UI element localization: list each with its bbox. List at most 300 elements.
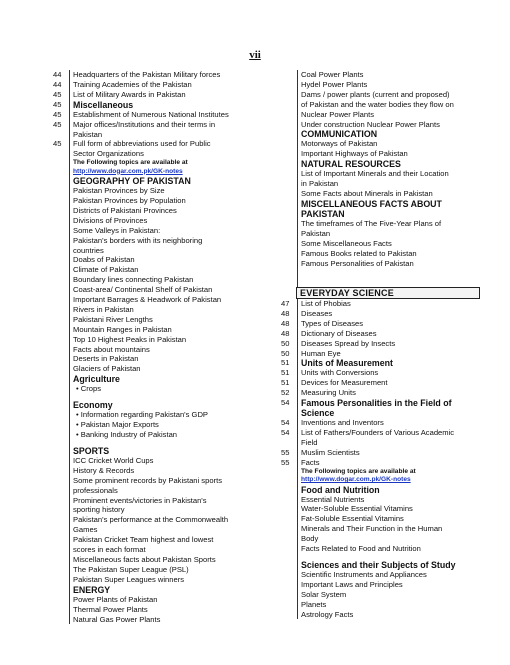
toc-entry-text: Thermal Power Plants <box>69 605 274 615</box>
toc-entry <box>52 226 274 236</box>
toc-page-number <box>52 149 69 159</box>
toc-entry-text: List of Fathers/Founders of Various Academic <box>297 428 480 438</box>
toc-entry <box>52 305 274 315</box>
toc-page-number <box>280 249 297 259</box>
toc-page-number <box>280 179 297 189</box>
toc-entry <box>280 90 480 100</box>
toc-page-number <box>280 129 297 139</box>
toc-page-number <box>52 456 69 466</box>
toc-entry-text: Water-Soluble Essential Vitamins <box>297 504 480 514</box>
toc-page-number <box>280 159 297 169</box>
toc-entry-text: Solar System <box>297 590 480 600</box>
toc-page-number <box>280 534 297 544</box>
toc-page-number: 55 <box>281 457 290 467</box>
toc-entry-text: The timeframes of The Five-Year Plans of <box>297 219 480 229</box>
toc-entry <box>280 504 480 514</box>
toc-page-number <box>280 70 297 80</box>
toc-entry-text: Some Miscellaneous Facts <box>297 239 480 249</box>
toc-page-number: 51 <box>281 378 290 388</box>
toc-entry <box>280 590 480 600</box>
toc-entry-text: Some Valleys in Pakistan: <box>69 226 274 236</box>
toc-page-number <box>52 605 69 615</box>
toc-entry <box>52 246 274 256</box>
toc-entry-text: ICC Cricket World Cups <box>69 456 274 466</box>
toc-entry <box>280 110 480 120</box>
toc-entry-text: PAKISTAN <box>297 209 480 219</box>
toc-page-number <box>52 545 69 555</box>
toc-heading <box>280 358 480 368</box>
toc-entry <box>52 110 274 120</box>
toc-entry-text: Measuring Units <box>297 388 480 398</box>
toc-entry <box>52 139 274 149</box>
toc-entry-text: Pakistani River Lengths <box>69 315 274 325</box>
toc-page-number <box>52 315 69 325</box>
toc-page-number <box>52 255 69 265</box>
toc-entry-text: Some Facts about Minerals in Pakistan <box>297 189 480 199</box>
toc-entry-text: in Pakistan <box>297 179 480 189</box>
toc-entry <box>280 80 480 90</box>
toc-entry <box>52 384 274 394</box>
toc-heading <box>280 408 480 418</box>
toc-page-number <box>280 229 297 239</box>
toc-page-number <box>52 374 69 384</box>
toc-entry-text: NATURAL RESOURCES <box>297 159 480 169</box>
toc-link-text[interactable]: http://www.dogar.com.pk/GK-notes <box>69 168 274 176</box>
toc-entry-text: Pakistan's performance at the Commonwealth <box>69 515 274 525</box>
toc-page-number <box>280 476 297 484</box>
toc-page-number <box>280 149 297 159</box>
toc-page-number <box>280 485 297 495</box>
toc-entry-text: Units of Measurement <box>297 358 480 368</box>
toc-heading <box>52 176 274 186</box>
toc-entry-text: Coal Power Plants <box>297 70 480 80</box>
toc-entry <box>52 486 274 496</box>
toc-page-number <box>52 246 69 256</box>
toc-heading <box>52 585 274 595</box>
toc-entry-text: Sciences and their Subjects of Study <box>297 560 480 570</box>
toc-entry-text: Units with Conversions <box>297 368 480 378</box>
toc-entry <box>52 90 274 100</box>
toc-entry-text: Planets <box>297 600 480 610</box>
toc-page-number <box>52 615 69 625</box>
toc-entry <box>280 438 480 448</box>
toc-page-number <box>52 168 69 176</box>
toc-page-number: 45 <box>53 99 62 109</box>
toc-entry-text: Fat-Soluble Essential Vitamins <box>297 514 480 524</box>
toc-entry <box>280 120 480 130</box>
toc-page-number: 50 <box>281 348 290 358</box>
toc-page-number <box>52 216 69 226</box>
toc-entry <box>52 70 274 80</box>
toc-entry-text: Dams / power plants (current and proposed) <box>297 90 480 100</box>
toc-entry-text: Natural Gas Power Plants <box>69 615 274 625</box>
toc-page-number <box>52 496 69 506</box>
toc-entry-text: Important Highways of Pakistan <box>297 149 480 159</box>
toc-left-column <box>52 70 274 624</box>
toc-page-number: 48 <box>281 328 290 338</box>
toc-entry <box>52 295 274 305</box>
toc-entry-text: scores in each format <box>69 545 274 555</box>
toc-entry-text: Food and Nutrition <box>297 485 480 495</box>
toc-page-number: 54 <box>281 398 290 408</box>
toc-entry <box>52 525 274 535</box>
toc-entry <box>52 565 274 575</box>
toc-page-number <box>280 495 297 505</box>
toc-page-number <box>52 585 69 595</box>
toc-page-number <box>280 570 297 580</box>
toc-page-number <box>280 504 297 514</box>
toc-entry <box>52 430 274 440</box>
toc-page-number <box>52 384 69 394</box>
toc-entry <box>280 239 480 249</box>
toc-entry-text: Some prominent records by Pakistani sports <box>69 476 274 486</box>
toc-entry-text: Glaciers of Pakistan <box>69 364 274 374</box>
toc-entry <box>280 349 480 359</box>
toc-entry-text: Establishment of Numerous National Institutes <box>69 110 274 120</box>
toc-entry-text: Types of Diseases <box>297 319 480 329</box>
toc-entry-text: MISCELLANEOUS FACTS ABOUT <box>297 199 480 209</box>
toc-page-number <box>52 400 69 410</box>
toc-heading <box>52 374 274 384</box>
toc-page-number: 45 <box>53 139 62 149</box>
toc-entry-text: Devices for Measurement <box>297 378 480 388</box>
toc-entry <box>280 468 480 476</box>
toc-page-number <box>280 169 297 179</box>
toc-page-number <box>52 196 69 206</box>
toc-entry-text: • Crops <box>69 384 274 394</box>
toc-entry <box>280 70 480 80</box>
toc-entry <box>52 410 274 420</box>
toc-entry-text: Prominent events/victories in Pakistan's <box>69 496 274 506</box>
toc-heading <box>280 560 480 570</box>
toc-entry <box>280 179 480 189</box>
toc-page-number <box>52 335 69 345</box>
toc-entry <box>52 149 274 159</box>
toc-entry <box>52 555 274 565</box>
toc-entry-text: Miscellaneous facts about Pakistan Sports <box>69 555 274 565</box>
toc-page-number <box>52 505 69 515</box>
toc-right-bottom-list <box>280 299 480 619</box>
toc-entry-text: Districts of Pakistani Provinces <box>69 206 274 216</box>
toc-entry-text: Rivers in Pakistan <box>69 305 274 315</box>
toc-entry-text: Top 10 Highest Peaks in Pakistan <box>69 335 274 345</box>
toc-page-number: 47 <box>281 299 290 308</box>
toc-entry <box>52 206 274 216</box>
toc-page-number: 54 <box>281 428 290 438</box>
toc-entry-text: Pakistan <box>297 229 480 239</box>
toc-right-column <box>280 70 480 619</box>
toc-entry <box>280 219 480 229</box>
toc-page-number <box>280 544 297 554</box>
toc-entry-text: Pakistan <box>69 130 274 140</box>
toc-page-number: 51 <box>281 368 290 378</box>
toc-entry <box>52 456 274 466</box>
toc-entry <box>280 139 480 149</box>
toc-entry <box>280 169 480 179</box>
toc-entry-text: • Information regarding Pakistan's GDP <box>69 410 274 420</box>
toc-page-number <box>52 345 69 355</box>
toc-entry <box>52 496 274 506</box>
toc-entry <box>280 524 480 534</box>
toc-entry <box>280 495 480 505</box>
toc-entry <box>280 368 480 378</box>
toc-page-number <box>52 295 69 305</box>
toc-entry <box>280 600 480 610</box>
toc-entry-text: Inventions and Inventors <box>297 418 480 428</box>
toc-entry <box>280 149 480 159</box>
toc-entry <box>280 299 480 309</box>
toc-page-number <box>280 408 297 418</box>
toc-entry-text: Mountain Ranges in Pakistan <box>69 325 274 335</box>
toc-page-number <box>280 560 297 570</box>
toc-entry <box>52 420 274 430</box>
toc-entry-text: Deserts in Pakistan <box>69 354 274 364</box>
toc-entry <box>280 418 480 428</box>
toc-entry-text: List of Phobias <box>297 299 480 309</box>
toc-page-number <box>52 575 69 585</box>
toc-page-number <box>52 476 69 486</box>
toc-entry-text: Famous Personalities of Pakistan <box>297 259 480 269</box>
toc-entry-text: Body <box>297 534 480 544</box>
toc-page-number: 50 <box>281 338 290 348</box>
toc-entry-text: of Pakistan and the water bodies they flow on <box>297 100 480 110</box>
toc-entry-text: Dictionary of Diseases <box>297 329 480 339</box>
toc-entry-text: Doabs of Pakistan <box>69 255 274 265</box>
toc-page-number <box>52 364 69 374</box>
toc-entry <box>280 514 480 524</box>
toc-page-number <box>52 515 69 525</box>
toc-entry <box>52 345 274 355</box>
toc-entry <box>52 315 274 325</box>
toc-page-number <box>280 600 297 610</box>
toc-page-number <box>52 555 69 565</box>
toc-page-number <box>280 590 297 600</box>
toc-page-number <box>280 189 297 199</box>
toc-entry <box>52 159 274 167</box>
toc-entry-text: Boundary lines connecting Pakistan <box>69 275 274 285</box>
toc-entry-text: Economy <box>69 400 274 410</box>
toc-entry <box>52 605 274 615</box>
toc-heading <box>280 398 480 408</box>
toc-entry-text: The Pakistan Super League (PSL) <box>69 565 274 575</box>
toc-page-number <box>52 354 69 364</box>
toc-entry <box>52 216 274 226</box>
toc-entry <box>52 505 274 515</box>
toc-entry-text: Power Plants of Pakistan <box>69 595 274 605</box>
toc-page-number <box>280 239 297 249</box>
toc-link-text[interactable]: http://www.dogar.com.pk/GK-notes <box>297 476 480 484</box>
toc-page-number <box>52 265 69 275</box>
toc-entry <box>52 364 274 374</box>
toc-entry-text: Headquarters of the Pakistan Military forces <box>69 70 274 80</box>
toc-heading <box>52 446 274 456</box>
toc-entry-text: Training Academies of the Pakistan <box>69 80 274 90</box>
toc-entry <box>52 285 274 295</box>
toc-page-number <box>52 525 69 535</box>
toc-page-number <box>280 514 297 524</box>
toc-page-number <box>52 176 69 186</box>
toc-page-number: 44 <box>53 70 62 79</box>
toc-entry-text: The Following topics are available at <box>297 468 480 476</box>
toc-entry <box>52 615 274 625</box>
toc-entry <box>280 309 480 319</box>
toc-entry <box>280 388 480 398</box>
toc-entry-text: Human Eye <box>297 349 480 359</box>
toc-entry-text: Science <box>297 408 480 418</box>
toc-entry-text: • Banking Industry of Pakistan <box>69 430 274 440</box>
toc-entry-text: Minerals and Their Function in the Human <box>297 524 480 534</box>
toc-page-number <box>52 275 69 285</box>
toc-entry-text: Pakistan Super Leagues winners <box>69 575 274 585</box>
toc-page-number <box>52 410 69 420</box>
toc-entry <box>52 236 274 246</box>
toc-entry <box>52 186 274 196</box>
toc-entry <box>280 281 480 287</box>
toc-heading <box>280 199 480 209</box>
toc-page-number <box>280 110 297 120</box>
toc-page-number <box>52 486 69 496</box>
toc-page-number <box>52 446 69 456</box>
toc-entry <box>52 325 274 335</box>
toc-page-number <box>280 80 297 90</box>
toc-entry-text: Agriculture <box>69 374 274 384</box>
toc-entry-text: SPORTS <box>69 446 274 456</box>
toc-entry <box>280 378 480 388</box>
toc-page-number <box>52 535 69 545</box>
toc-entry-text: GEOGRAPHY OF PAKISTAN <box>69 176 274 186</box>
toc-entry-text: Divisions of Provinces <box>69 216 274 226</box>
toc-page-number <box>280 468 297 476</box>
toc-entry-text <box>297 281 480 287</box>
toc-page-number <box>280 90 297 100</box>
toc-page-number: 45 <box>53 109 62 119</box>
toc-entry-text: Essential Nutrients <box>297 495 480 505</box>
toc-entry-text: Scientific Instruments and Appliances <box>297 570 480 580</box>
toc-entry <box>52 595 274 605</box>
toc-entry-text: Field <box>297 438 480 448</box>
toc-page-number <box>52 325 69 335</box>
toc-entry-text: List of Important Minerals and their Location <box>297 169 480 179</box>
toc-entry-text: Astrology Facts <box>297 610 480 620</box>
toc-entry <box>52 265 274 275</box>
toc-entry <box>280 580 480 590</box>
toc-entry <box>280 319 480 329</box>
toc-page-number <box>280 120 297 130</box>
toc-entry <box>52 255 274 265</box>
toc-entry-text: Coast-area/ Continental Shelf of Pakistan <box>69 285 274 295</box>
toc-entry-text: Important Laws and Principles <box>297 580 480 590</box>
toc-page-number <box>52 130 69 140</box>
toc-page-number <box>52 430 69 440</box>
toc-page-number <box>280 438 297 448</box>
toc-entry-text: Muslim Scientists <box>297 448 480 458</box>
toc-entry <box>280 189 480 199</box>
toc-entry <box>280 534 480 544</box>
toc-page-number <box>280 524 297 534</box>
toc-page-number <box>280 100 297 110</box>
toc-page-number: 52 <box>281 388 290 398</box>
toc-page-number <box>280 209 297 219</box>
toc-heading <box>280 209 480 219</box>
toc-entry-text: Diseases Spread by Insects <box>297 339 480 349</box>
toc-entry-text: Facts about mountains <box>69 345 274 355</box>
toc-page-number <box>280 610 297 620</box>
toc-entry <box>52 196 274 206</box>
toc-page-number <box>52 206 69 216</box>
toc-entry-text: Games <box>69 525 274 535</box>
toc-entry <box>52 335 274 345</box>
toc-page-number <box>52 595 69 605</box>
toc-heading <box>52 400 274 410</box>
toc-page-number: 54 <box>281 418 290 428</box>
toc-heading <box>280 485 480 495</box>
toc-entry-text: ENERGY <box>69 585 274 595</box>
toc-entry-text: Major offices/Institutions and their terms in <box>69 120 274 130</box>
toc-entry-text: Pakistan Provinces by Size <box>69 186 274 196</box>
toc-entry-text: Pakistan's borders with its neighboring <box>69 236 274 246</box>
toc-page-number <box>52 305 69 315</box>
toc-heading <box>280 129 480 139</box>
toc-page-number: 55 <box>281 447 290 457</box>
toc-entry <box>280 448 480 458</box>
toc-page-number <box>52 565 69 575</box>
toc-page-number <box>280 139 297 149</box>
toc-entry <box>52 545 274 555</box>
toc-entry <box>280 100 480 110</box>
toc-entry-text: countries <box>69 246 274 256</box>
toc-page-number <box>52 236 69 246</box>
toc-entry-text: Pakistan Cricket Team highest and lowest <box>69 535 274 545</box>
toc-entry <box>280 544 480 554</box>
toc-page-number <box>280 259 297 269</box>
toc-entry <box>280 249 480 259</box>
toc-entry-text: Climate of Pakistan <box>69 265 274 275</box>
toc-entry-text: Diseases <box>297 309 480 319</box>
toc-link[interactable] <box>280 476 480 484</box>
toc-entry <box>280 458 480 468</box>
toc-page-number: 45 <box>53 89 62 99</box>
toc-entry-text: Important Barrages & Headwork of Pakistan <box>69 295 274 305</box>
toc-entry-text: Sector Organizations <box>69 149 274 159</box>
toc-entry-text: professionals <box>69 486 274 496</box>
toc-page-number: 48 <box>281 308 290 318</box>
toc-entry-text: COMMUNICATION <box>297 129 480 139</box>
toc-entry <box>280 229 480 239</box>
toc-page-number: 45 <box>53 119 62 129</box>
toc-entry <box>280 339 480 349</box>
toc-entry-text: List of Military Awards in Pakistan <box>69 90 274 100</box>
toc-heading <box>52 100 274 110</box>
toc-page-number: 44 <box>53 79 62 89</box>
toc-entry <box>52 575 274 585</box>
toc-entry-text: Motorways of Pakistan <box>297 139 480 149</box>
toc-entry-text: Facts Related to Food and Nutrition <box>297 544 480 554</box>
toc-entry-text: Under construction Nuclear Power Plants <box>297 120 480 130</box>
toc-entry-text: Full form of abbreviations used for Public <box>69 139 274 149</box>
toc-entry-text: Facts <box>297 458 480 468</box>
toc-page-number <box>280 219 297 229</box>
toc-entry <box>52 515 274 525</box>
toc-heading <box>280 159 480 169</box>
toc-link[interactable] <box>52 168 274 176</box>
toc-page-number <box>52 159 69 167</box>
toc-page-number: 51 <box>281 358 290 368</box>
toc-entry-text: History & Records <box>69 466 274 476</box>
page-number: vii <box>249 49 261 61</box>
toc-page-number <box>280 281 297 287</box>
toc-page-number <box>52 466 69 476</box>
toc-entry <box>52 130 274 140</box>
